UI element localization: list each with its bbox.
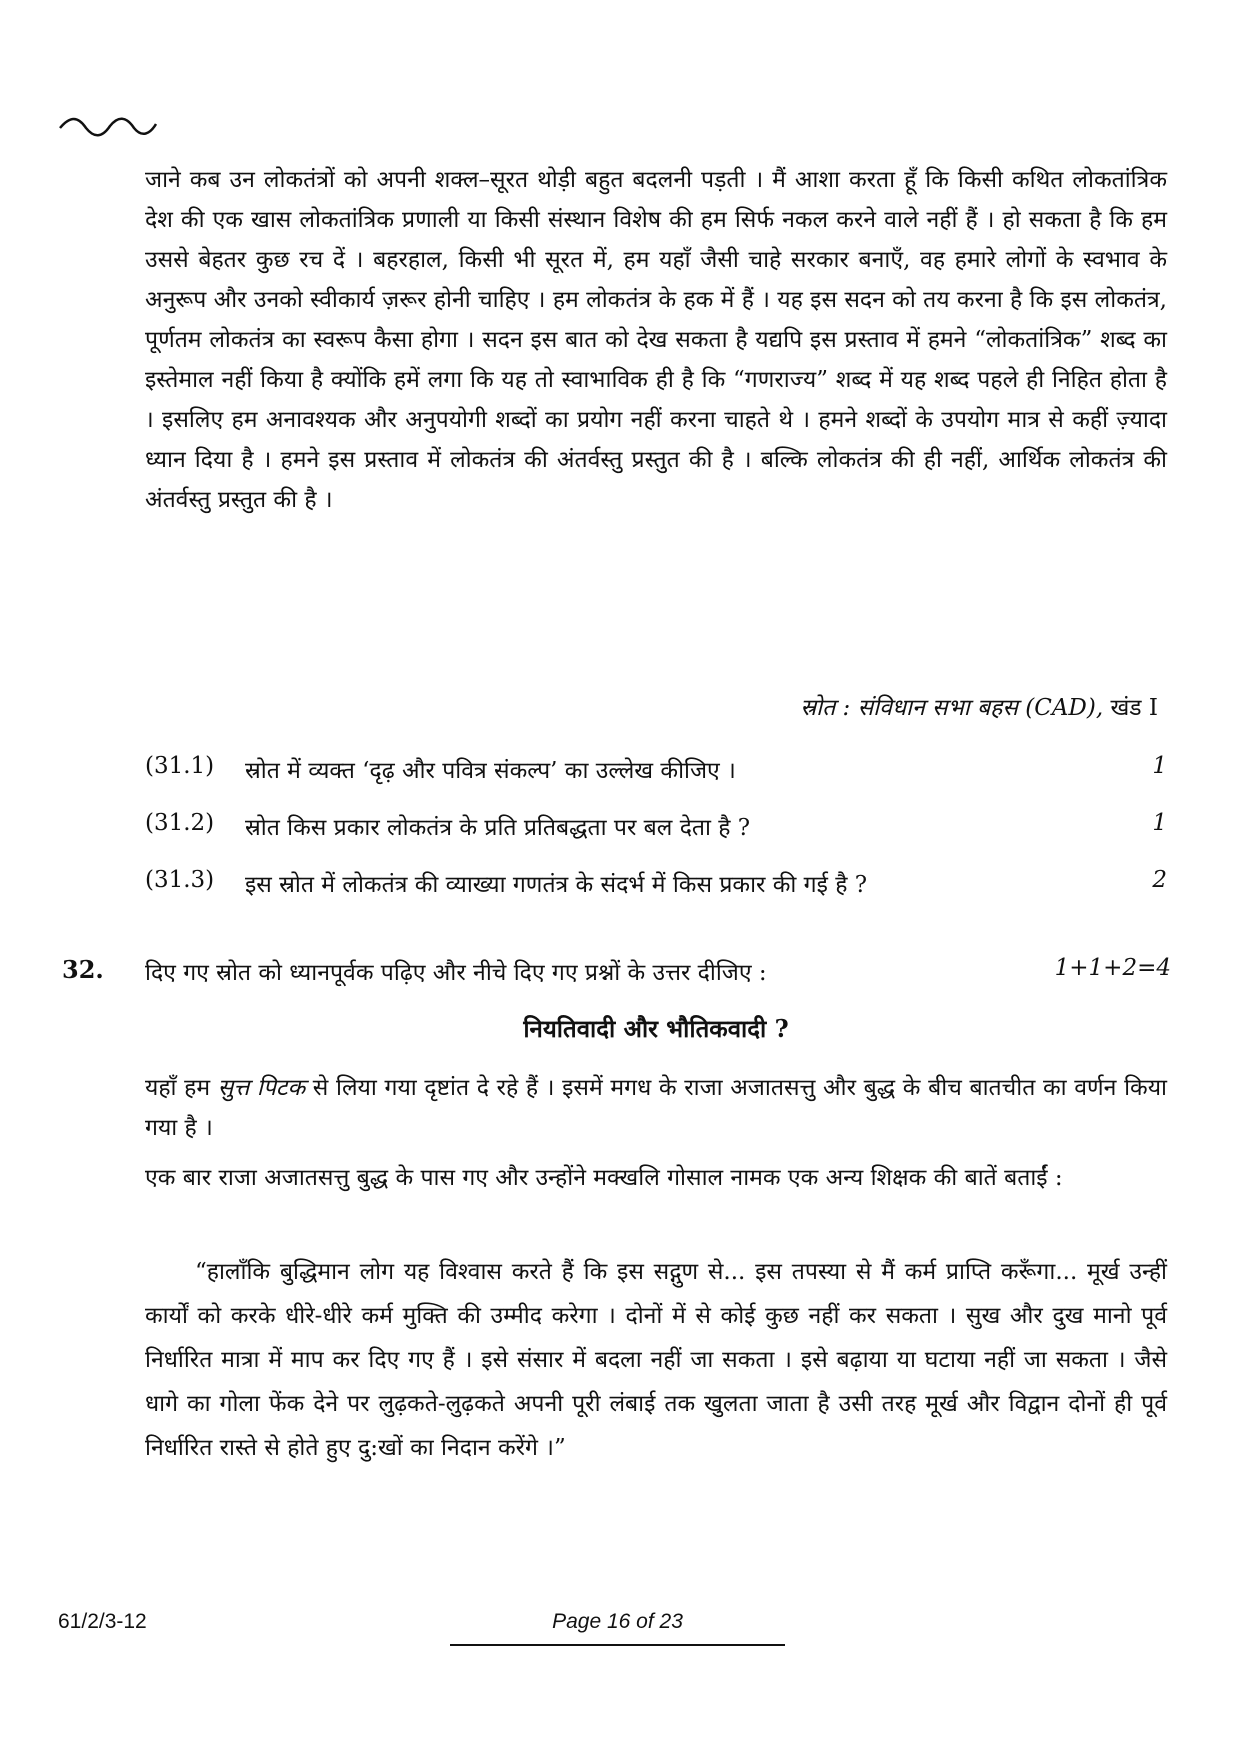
page-number: Page 16 of 23 xyxy=(552,1610,683,1633)
question-number: (31.2) xyxy=(145,810,215,836)
question-marks: 1 xyxy=(1152,753,1167,779)
question-number: (31.3) xyxy=(145,867,215,893)
source-paragraph-2: एक बार राजा अजातसत्तु बुद्ध के पास गए और उन्होंने मक्खलि गोसाल नामक एक अन्य शिक्षक की बातें बताईं : xyxy=(145,1165,1063,1191)
source-intro-rest: से लिया गया दृष्टांत दे रहे हैं । इसमें मगध के राजा अजातसत्तु और बुद्ध के बीच बातचीत का वर्णन किया गया है । xyxy=(145,1075,1167,1141)
question-text: इस स्रोत में लोकतंत्र की व्याख्या गणतंत्र के संदर्भ में किस प्रकार की गई है ? xyxy=(245,872,868,898)
passage-continued: जाने कब उन लोकतंत्रों को अपनी शक्ल–सूरत थोड़ी बहुत बदलनी पड़ती । मैं आशा करता हूँ कि किसी कथित लोकतांत्रिक देश की एक खास लोकतांत्रिक प्रणाली या किसी संस्थान विशेष की हम सिर्फ नकल करने वाले नहीं हैं । हो सकता है कि हम उससे बेहतर कुछ रच दें । बहरहाल, किसी भी सूरत में, हम यहाँ जैसी चाहे सरकार बनाएँ, वह हमारे लोगों के स्वभाव के अनुरूप और उनको स्वीकार्य ज़रूर होनी चाहिए । हम लोकतंत्र के हक में हैं । यह इस सदन को तय करना है कि इस लोकतंत्र, पूर्णतम लोकतंत्र का स्वरूप कैसा होगा । सदन इस बात को देख सकता है यद्यपि इस प्रस्ताव में हमने “लोकतांत्रिक” शब्द का इस्तेमाल नहीं किया है क्योंकि हमें लगा कि यह तो स्वाभाविक ही है कि “गणराज्य” शब्द में यह शब्द पहले ही निहित होता है । इसलिए हम अनावश्यक और अनुपयोगी शब्दों का प्रयोग नहीं करना चाहते थे । हमने शब्दों के उपयोग मात्र से कहीं ज़्यादा ध्यान दिया है । हमने इस प्रस्ताव में लोकतंत्र की अंतर्वस्तु प्रस्तुत की है । बल्कि लोकतंत्र की ही नहीं, आर्थिक लोकतंत्र की अंतर्वस्तु प्रस्तुत की है । xyxy=(145,167,1167,513)
question-marks: 2 xyxy=(1152,867,1167,893)
question-marks: 1 xyxy=(1152,810,1167,836)
question-31-1 xyxy=(145,753,1167,793)
source-citation-volume: खंड I xyxy=(1103,695,1158,721)
source-citation xyxy=(800,690,1158,722)
question-31-2 xyxy=(145,810,1167,850)
question-32-number: 32. xyxy=(62,955,104,984)
question-text: स्रोत में व्यक्त ‘दृढ़ और पवित्र संकल्प’ का उल्लेख कीजिए । xyxy=(245,758,736,784)
question-32-instruction: दिए गए स्रोत को ध्यानपूर्वक पढ़िए और नीचे दिए गए प्रश्नों के उत्तर दीजिए : xyxy=(145,960,767,986)
wave-mark-icon xyxy=(58,112,158,138)
source-intro-title: सुत्त पिटक xyxy=(217,1075,306,1101)
question-text: स्रोत किस प्रकार लोकतंत्र के प्रति प्रतिबद्धता पर बल देता है ? xyxy=(245,815,751,841)
source-intro-start: यहाँ हम xyxy=(145,1075,218,1101)
question-31-3 xyxy=(145,867,1167,907)
source-intro xyxy=(145,1068,1167,1148)
paper-code: 61/2/3-12 xyxy=(58,1610,147,1633)
source-heading: नियतिवादी और भौतिकवादी ? xyxy=(523,1014,789,1043)
question-32-marks: 1+1+2=4 xyxy=(1054,955,1171,981)
footer-divider xyxy=(450,1644,785,1646)
question-number: (31.1) xyxy=(145,753,215,779)
source-citation-title: स्रोत : संविधान सभा बहस (CAD), xyxy=(800,695,1104,721)
source-quote: “हालाँकि बुद्धिमान लोग यह विश्वास करते हैं कि इस सद्गुण से... इस तपस्या से मैं कर्म प्राप्ति करूँगा... मूर्ख उन्हीं कार्यों को करके धीरे-धीरे कर्म मुक्ति की उम्मीद करेगा । दोनों में से कोई कुछ नहीं कर सकता । सुख और दुख मानो पूर्व निर्धारित मात्रा में माप कर दिए गए हैं । इसे संसार में बदला नहीं जा सकता । इसे बढ़ाया या घटाया नहीं जा सकता । जैसे धागे का गोला फेंक देने पर लुढ़कते-लुढ़कते अपनी पूरी लंबाई तक खुलता जाता है उसी तरह मूर्ख और विद्वान दोनों ही पूर्व निर्धारित रास्ते से होते हुए दु:खों का निदान करेंगे ।” xyxy=(145,1259,1167,1461)
